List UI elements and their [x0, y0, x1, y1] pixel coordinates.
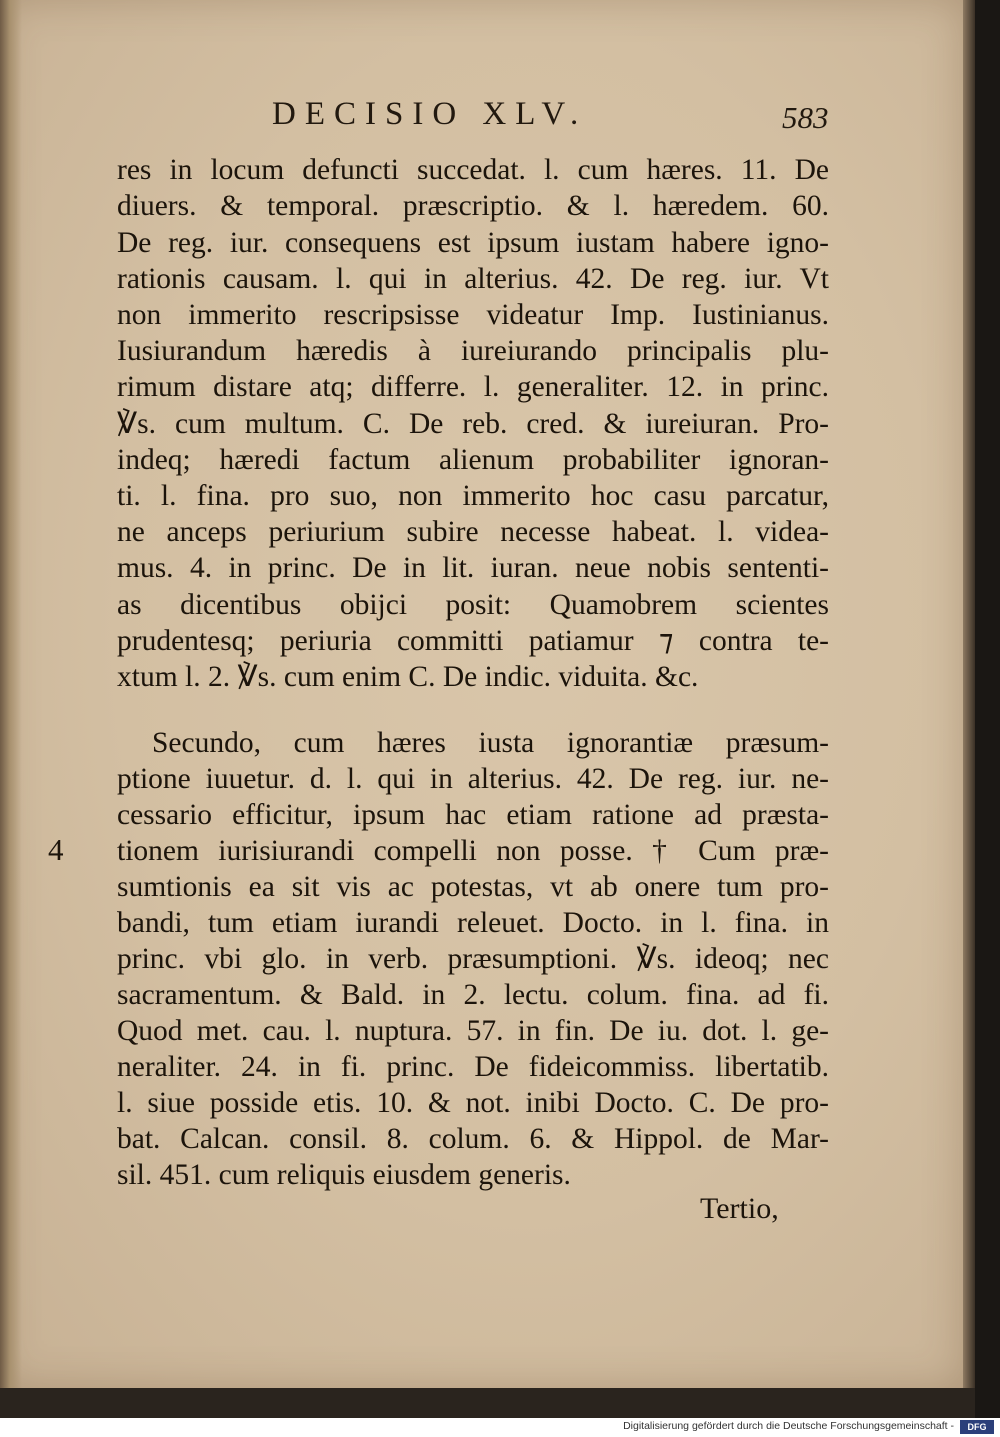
text-line: prudentesq; periuria committi patiamur ⁊ contra te- [117, 625, 829, 657]
text-line: Iusiurandum hæredis à iureiurando principalis plu- [117, 335, 829, 367]
text-line: ti. l. fina. pro suo, non immerito hoc casu parcatur, [117, 480, 829, 512]
running-title: DECISIO XLV. [272, 96, 588, 132]
text-line: princ. vbi glo. in verb. præsumptioni. ℣s. ideoq; nec [117, 943, 829, 975]
text-line: neraliter. 24. in fi. princ. De fideicommiss. libertatib. [117, 1051, 829, 1083]
footer-bar [0, 1418, 1000, 1437]
footer-credit: Digitalisierung gefördert durch die Deutsche Forschungsgemeinschaft - [623, 1420, 954, 1432]
scan-bottom-border [0, 1388, 975, 1418]
text-line: rimum distare atq; differre. l. generaliter. 12. in princ. [117, 371, 829, 403]
text-line: De reg. iur. consequens est ipsum iustam habere igno- [117, 227, 829, 259]
margin-note-number: 4 [48, 832, 64, 867]
text-line: ptione iuuetur. d. l. qui in alterius. 42. De reg. iur. ne- [117, 763, 829, 795]
text-line: indeq; hæredi factum alienum probabiliter ignoran- [117, 444, 829, 476]
text-line: bandi, tum etiam iurandi releuet. Docto. in l. fina. in [117, 907, 829, 939]
dfg-logo: DFG [960, 1420, 994, 1434]
text-line: Secundo, cum hæres iusta ignorantiæ præsum- [152, 727, 829, 759]
text-line: tionem iurisiurandi compelli non posse. † Cum præ- [117, 835, 829, 867]
text-line: mus. 4. in princ. De in lit. iuran. neue nobis sententi- [117, 552, 829, 584]
text-line: sacramentum. & Bald. in 2. lectu. colum. fina. ad fi. [117, 979, 829, 1011]
text-line: xtum l. 2. ℣s. cum enim C. De indic. viduita. &c. [117, 661, 699, 693]
text-line: Quod met. cau. l. nuptura. 57. in fin. De iu. dot. l. ge- [117, 1015, 829, 1047]
text-line: l. siue posside etis. 10. & not. inibi Docto. C. De pro- [117, 1087, 829, 1119]
text-line: sil. 451. cum reliquis eiusdem generis. [117, 1159, 571, 1191]
text-line: non immerito rescripsisse videatur Imp. Iustinianus. [117, 299, 829, 331]
text-line: diuers. & temporal. præscriptio. & l. hæredem. 60. [117, 190, 829, 222]
page-spine-shadow [0, 0, 22, 1388]
text-line: sumtionis ea sit vis ac potestas, vt ab onere tum pro- [117, 871, 829, 903]
catchword: Tertio, [700, 1192, 779, 1225]
text-line: ℣s. cum multum. C. De reb. cred. & iureiuran. Pro- [117, 408, 829, 440]
text-line: rationis causam. l. qui in alterius. 42. De reg. iur. Vt [117, 263, 829, 295]
text-line: as dicentibus obijci posit: Quamobrem scientes [117, 589, 829, 621]
text-line: ne anceps periurium subire necesse habeat. l. videa- [117, 516, 829, 548]
page-edge-shadow [963, 0, 975, 1388]
page-number: 583 [782, 100, 829, 135]
text-line: res in locum defuncti succedat. l. cum hæres. 11. De [117, 154, 829, 186]
text-line: cessario efficitur, ipsum hac etiam ratione ad præsta- [117, 799, 829, 831]
text-line: bat. Calcan. consil. 8. colum. 6. & Hippol. de Mar- [117, 1123, 829, 1155]
